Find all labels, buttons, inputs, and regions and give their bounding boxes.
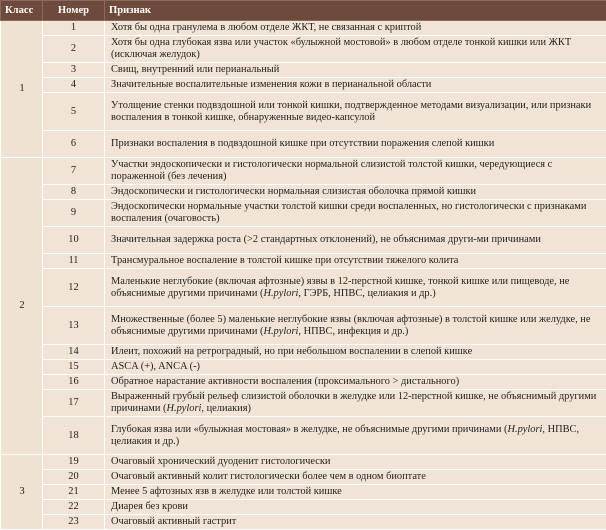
sign-cell: Участки эндоскопически и гистологически нормальной слизистой толстой кишки, чередующиеся с пораженной (без лечения) [105,158,606,185]
table-row [1,345,606,360]
sign-cell: Утолщение стенки подвздошной или тонкой кишки, подтвержденное методами визуализации, или признаки воспаления в тонкой кишке, обнаруженные видео-капсулой [105,93,606,131]
table-row [1,185,606,200]
number-cell: 13 [43,307,105,345]
number-cell: 12 [43,269,105,307]
table-row [1,500,606,515]
sign-text-part: Множественные (более 5) маленькие неглубокие язвы (включая афтозные) в толстой кишке или желудке, не объяснимые другими причинами ( [111,314,590,337]
pathogen-name: H.pylori [166,403,201,414]
table-row [1,417,606,455]
number-cell: 5 [43,93,105,131]
sign-cell: Трансмуральное воспаление в толстой кишке при отсутствии тяжелого колита [105,254,606,269]
sign-text-part: , НПВС, целиакия и др.) [111,424,579,447]
sign-cell: Очаговый активный колит гистологически более чем в одном биоптате [105,470,606,485]
number-cell: 8 [43,185,105,200]
sign-text-part: Маленькие неглубокие (включая афтозные) язвы в 12-перстной кишке, тонкой кишке или пищеводе, не объяснимые другими причинами ( [111,276,569,299]
number-cell: 11 [43,254,105,269]
sign-cell: Хотя бы одна гранулема в любом отделе ЖКТ, не связанная с криптой [105,21,606,36]
table-header [1,1,606,21]
number-cell: 7 [43,158,105,185]
header-number: Номер [43,1,105,21]
number-cell: 2 [43,36,105,63]
table-row [1,78,606,93]
table-row [1,200,606,227]
number-cell: 22 [43,500,105,515]
number-cell: 3 [43,63,105,78]
pathogen-name: H.pylori [263,326,298,337]
sign-cell: Свищ, внутренний или перианальный [105,63,606,78]
table-row [1,485,606,500]
pathogen-name: H.pylori [508,424,543,435]
pathogen-name: H.pylori [263,288,298,299]
sign-text-part: Выраженный грубый рельеф слизистой оболочки в желудке или 12-перстной кишке, не объяснимый другими причинами ( [111,391,596,414]
table-row [1,470,606,485]
table-row [1,131,606,158]
class-cell: 3 [1,455,43,530]
sign-cell: Значительные воспалительные изменения кожи в перианальной области [105,78,606,93]
table-row [1,269,606,307]
number-cell: 23 [43,515,105,530]
table-row [1,390,606,417]
number-cell: 17 [43,390,105,417]
header-class: Класс [1,1,43,21]
sign-text-part: , НПВС, инфекция и др.) [298,326,408,337]
sign-cell: Хотя бы одна глубокая язва или участок «булыжной мостовой» в любом отделе тонкой кишки или ЖКТ (исключая желудок) [105,36,606,63]
table-row [1,63,606,78]
number-cell: 19 [43,455,105,470]
number-cell: 18 [43,417,105,455]
sign-cell: Обратное нарастание активности воспаления (проксимального > дистального) [105,375,606,390]
table-row [1,455,606,470]
sign-text-part: , ГЭРБ, НПВС, целиакия и др.) [298,288,435,299]
table-row [1,21,606,36]
table-row [1,36,606,63]
number-cell: 4 [43,78,105,93]
sign-cell: Очаговый активный гастрит [105,515,606,530]
sign-cell [105,307,606,345]
sign-cell [105,417,606,455]
table-row [1,307,606,345]
sign-cell: Менее 5 афтозных язв в желудке или толстой кишке [105,485,606,500]
table-row [1,158,606,185]
header-sign: Признак [105,1,606,21]
number-cell: 20 [43,470,105,485]
sign-cell [105,390,606,417]
number-cell: 10 [43,227,105,254]
number-cell: 16 [43,375,105,390]
number-cell: 1 [43,21,105,36]
number-cell: 9 [43,200,105,227]
sign-cell: Диарея без крови [105,500,606,515]
sign-text-part: , целиакия) [201,403,251,414]
table-row [1,93,606,131]
table-row [1,254,606,269]
table-body [1,21,606,530]
table-row [1,375,606,390]
number-cell: 14 [43,345,105,360]
sign-cell: Очаговый хронический дуоденит гистологически [105,455,606,470]
table-row [1,227,606,254]
class-cell: 2 [1,158,43,455]
sign-text-part: Глубокая язва или «булыжная мостовая» в желудке, не объяснимые другими причинами ( [111,424,508,435]
table-row [1,515,606,530]
number-cell: 21 [43,485,105,500]
sign-cell: Илеит, похожий на ретроградный, но при небольшом воспалении в слепой кишке [105,345,606,360]
sign-cell: Признаки воспаления в подвздошной кишке при отсутствии поражения слепой кишки [105,131,606,158]
sign-cell: Эндоскопически нормальные участки толстой кишки среди воспаленных, но гистологически с признаками воспаления (очаговость) [105,200,606,227]
class-cell: 1 [1,21,43,158]
header-row [1,1,606,21]
sign-cell: Эндоскопически и гистологически нормальная слизистая оболочка прямой кишки [105,185,606,200]
sign-cell: Значительная задержка роста (>2 стандартных отклонений), не объяснимая други-ми причинами [105,227,606,254]
number-cell: 15 [43,360,105,375]
sign-cell [105,269,606,307]
table-row [1,360,606,375]
number-cell: 6 [43,131,105,158]
sign-cell: ASCA (+), ANCA (-) [105,360,606,375]
